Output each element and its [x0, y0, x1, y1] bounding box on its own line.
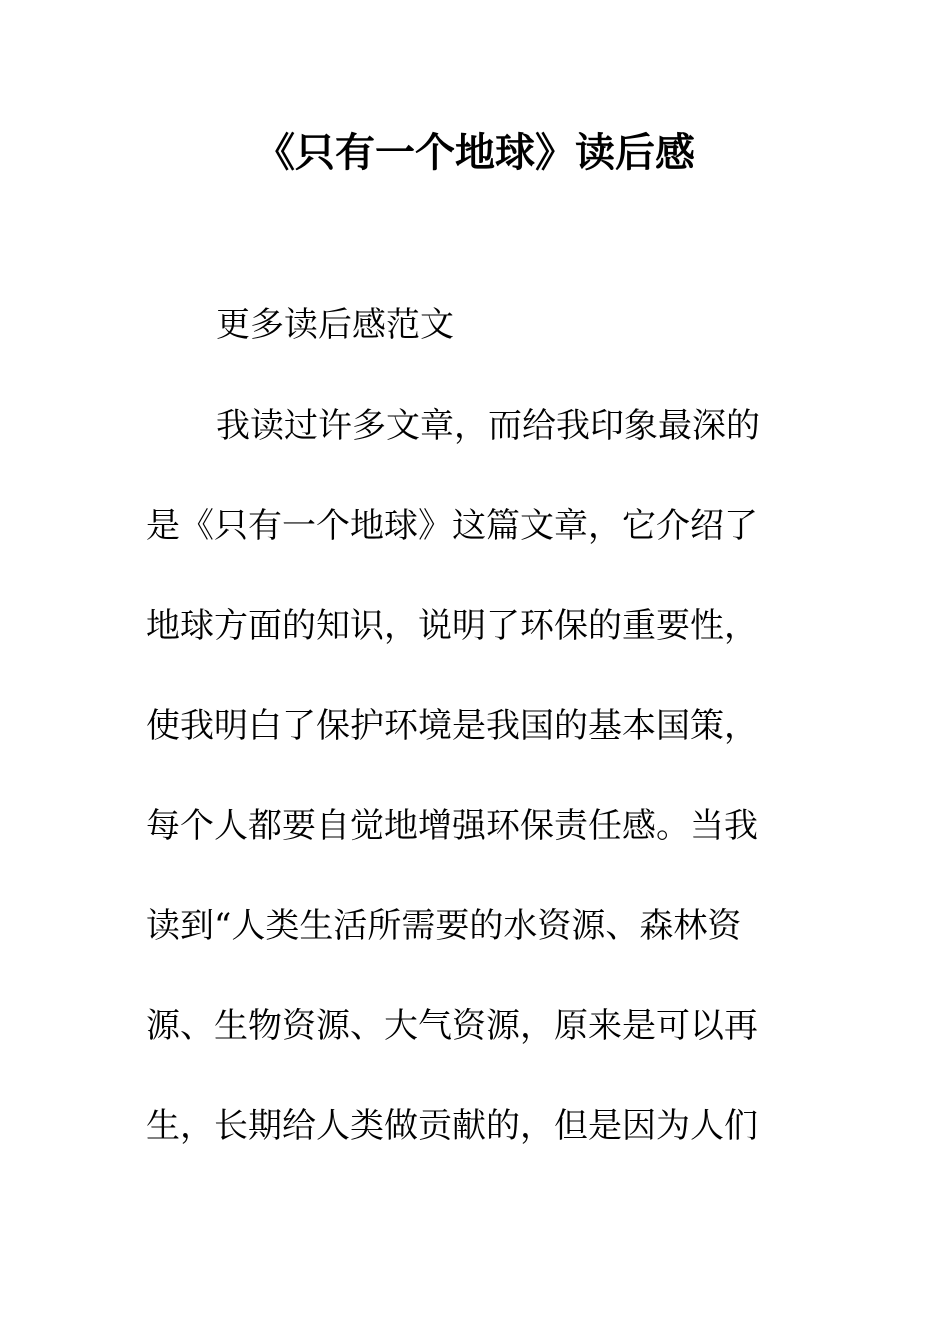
paragraph-line: 地球方面的知识，说明了环保的重要性， — [146, 606, 758, 646]
paragraph-line: 我读过许多文章，而给我印象最深的 — [216, 406, 760, 446]
paragraph-line: 每个人都要自觉地增强环保责任感。当我 — [146, 806, 758, 846]
more-essays-link-text: 更多读后感范文 — [216, 305, 454, 345]
paragraph-line: 使我明白了保护环境是我国的基本国策， — [146, 706, 758, 746]
paragraph-line: 源、生物资源、大气资源，原来是可以再 — [146, 1006, 758, 1046]
paragraph-line: 生，长期给人类做贡献的，但是因为人们 — [146, 1106, 758, 1146]
document-title: 《只有一个地球》读后感 — [255, 129, 695, 176]
paragraph-line: 是《只有一个地球》这篇文章，它介绍了 — [146, 506, 758, 546]
paragraph-line: 读到“人类生活所需要的水资源、森林资 — [146, 906, 742, 946]
